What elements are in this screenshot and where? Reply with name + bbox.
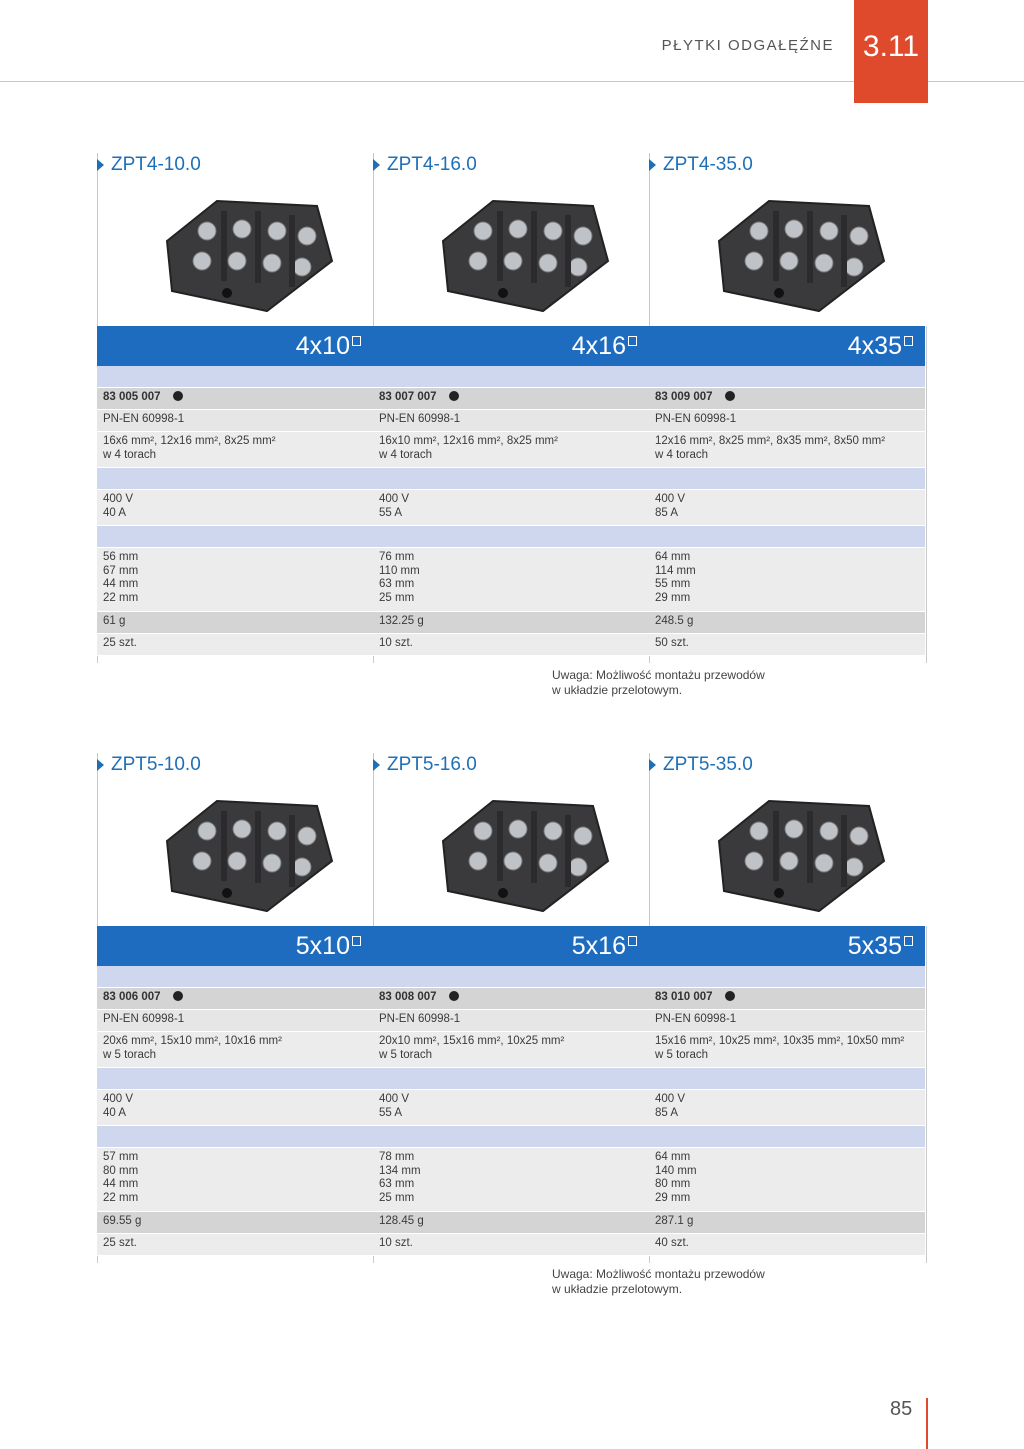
dimension-2: 114 mm	[655, 564, 696, 577]
voltage: 400 V	[379, 493, 410, 505]
dimension-2: 140 mm	[655, 1164, 697, 1177]
spec-dimensions-row	[373, 1148, 649, 1212]
size-label: 4x10	[295, 331, 350, 360]
dimension-3: 63 mm	[379, 578, 415, 590]
dimension-1: 64 mm	[655, 551, 691, 563]
dimension-4: 29 mm	[655, 591, 691, 604]
spec-table	[97, 966, 373, 1256]
spec-electrical-row	[373, 1090, 649, 1126]
note-group-1	[552, 668, 765, 698]
spec-pack-row	[97, 1234, 373, 1256]
section-number-badge	[854, 0, 928, 103]
standard: PN-EN 60998-1	[379, 413, 461, 425]
conductors: 15x16 mm², 10x25 mm², 10x35 mm², 10x50 mm²	[655, 1035, 905, 1047]
weight: 248.5 g	[655, 615, 694, 627]
spec-spacer	[373, 468, 649, 490]
spec-code-row	[649, 988, 925, 1010]
spec-spacer	[649, 526, 925, 548]
spec-spacer	[97, 526, 373, 548]
dimension-2: 67 mm	[103, 564, 139, 577]
spec-code-row	[97, 388, 373, 410]
spec-pack-row	[649, 1234, 925, 1256]
size-banner	[649, 926, 925, 966]
spec-electrical-row	[649, 490, 925, 526]
spec-table	[649, 366, 925, 656]
spec-dimensions-row	[649, 548, 925, 612]
dimension-2: 80 mm	[103, 1164, 139, 1177]
weight: 128.45 g	[379, 1215, 424, 1227]
weight: 132.25 g	[379, 615, 424, 627]
spec-dimensions-row	[97, 548, 373, 612]
spec-standard-row	[373, 1010, 649, 1032]
tracks: w 4 torach	[103, 448, 157, 461]
terminal-block-image	[423, 181, 613, 321]
pack-quantity: 25 szt.	[103, 637, 137, 649]
size-banner	[97, 926, 373, 966]
dimension-3: 44 mm	[103, 1178, 139, 1190]
size-label: 5x16	[571, 931, 626, 960]
product-code: 83 007 007	[379, 391, 437, 403]
spec-spacer	[373, 1068, 649, 1090]
availability-dot-icon	[173, 991, 183, 1001]
product-code: 83 005 007	[103, 391, 161, 403]
product-title	[373, 753, 477, 777]
spec-conductors-row	[373, 432, 649, 468]
dimension-4: 25 mm	[379, 1191, 415, 1204]
spec-spacer	[649, 966, 925, 988]
spec-conductors-row	[649, 1032, 925, 1068]
spec-dimensions-row	[97, 1148, 373, 1212]
current: 55 A	[379, 1106, 403, 1119]
size-banner	[373, 326, 649, 366]
spec-table	[649, 966, 925, 1256]
dimension-2: 134 mm	[379, 1164, 421, 1177]
product-name: ZPT5-16.0	[387, 754, 477, 775]
size-label: 5x10	[295, 931, 350, 960]
pack-quantity: 10 szt.	[379, 1237, 413, 1249]
spec-electrical-row	[97, 1090, 373, 1126]
spec-pack-row	[649, 634, 925, 656]
spec-conductors-row	[97, 432, 373, 468]
standard: PN-EN 60998-1	[655, 413, 737, 425]
standard: PN-EN 60998-1	[655, 1013, 737, 1025]
product-code: 83 006 007	[103, 991, 161, 1003]
spec-table	[373, 966, 649, 1256]
voltage: 400 V	[655, 1093, 686, 1105]
current: 40 A	[103, 506, 127, 519]
size-banner	[373, 926, 649, 966]
size-label: 4x35	[847, 331, 902, 360]
note-line-1: Uwaga: Możliwość montażu przewodów	[552, 668, 765, 682]
spec-code-row	[373, 388, 649, 410]
dimension-4: 29 mm	[655, 1191, 691, 1204]
dimension-3: 80 mm	[655, 1178, 691, 1190]
weight: 287.1 g	[655, 1215, 694, 1227]
pack-quantity: 50 szt.	[655, 637, 689, 649]
table-right-edge	[926, 926, 927, 1263]
size-label: 4x16	[571, 331, 626, 360]
product-code: 83 008 007	[379, 991, 437, 1003]
arrow-icon	[97, 759, 104, 771]
spec-standard-row	[373, 410, 649, 432]
note-group-2	[552, 1267, 765, 1297]
voltage: 400 V	[655, 493, 686, 505]
size-banner	[649, 326, 925, 366]
spec-spacer	[373, 526, 649, 548]
weight: 69.55 g	[103, 1215, 142, 1227]
dimension-1: 57 mm	[103, 1151, 139, 1163]
pack-quantity: 25 szt.	[103, 1237, 137, 1249]
square-mm-icon	[352, 936, 361, 946]
spec-conductors-row	[649, 432, 925, 468]
spec-electrical-row	[649, 1090, 925, 1126]
product-title	[649, 153, 753, 177]
spec-conductors-row	[373, 1032, 649, 1068]
arrow-icon	[649, 159, 656, 171]
product-title	[373, 153, 477, 177]
spec-table	[97, 366, 373, 656]
spec-standard-row	[97, 410, 373, 432]
voltage: 400 V	[103, 493, 134, 505]
arrow-icon	[373, 159, 380, 171]
square-mm-icon	[628, 936, 637, 946]
spec-weight-row	[649, 1212, 925, 1234]
conductors: 16x6 mm², 12x16 mm², 8x25 mm²	[103, 435, 276, 447]
standard: PN-EN 60998-1	[103, 413, 185, 425]
arrow-icon	[649, 759, 656, 771]
product-name: ZPT4-35.0	[663, 154, 753, 175]
conductors: 16x10 mm², 12x16 mm², 8x25 mm²	[379, 435, 558, 447]
size-label: 5x35	[847, 931, 902, 960]
conductors: 12x16 mm², 8x25 mm², 8x35 mm², 8x50 mm²	[655, 435, 886, 447]
current: 55 A	[379, 506, 403, 519]
spec-spacer	[649, 366, 925, 388]
spec-standard-row	[97, 1010, 373, 1032]
spec-code-row	[373, 988, 649, 1010]
spec-weight-row	[373, 612, 649, 634]
spec-dimensions-row	[373, 548, 649, 612]
pack-quantity: 40 szt.	[655, 1237, 689, 1249]
voltage: 400 V	[103, 1093, 134, 1105]
spec-weight-row	[373, 1212, 649, 1234]
spec-weight-row	[649, 612, 925, 634]
spec-spacer	[97, 366, 373, 388]
product-title	[97, 153, 201, 177]
spec-spacer	[97, 1068, 373, 1090]
note-line-2: w układzie przelotowym.	[552, 683, 683, 697]
spec-spacer	[649, 1126, 925, 1148]
dimension-4: 25 mm	[379, 591, 415, 604]
conductors: 20x6 mm², 15x10 mm², 10x16 mm²	[103, 1035, 282, 1047]
terminal-block-image	[699, 781, 889, 921]
square-mm-icon	[904, 936, 913, 946]
pack-quantity: 10 szt.	[379, 637, 413, 649]
note-line-1: Uwaga: Możliwość montażu przewodów	[552, 1267, 765, 1281]
voltage: 400 V	[379, 1093, 410, 1105]
terminal-block-image	[699, 181, 889, 321]
section-title: PŁYTKI ODGAŁĘŹNE	[661, 37, 834, 54]
dimension-3: 63 mm	[379, 1178, 415, 1190]
product-name: ZPT5-35.0	[663, 754, 753, 775]
dimension-3: 44 mm	[103, 578, 139, 590]
availability-dot-icon	[725, 991, 735, 1001]
terminal-block-image	[423, 781, 613, 921]
dimension-1: 64 mm	[655, 1151, 691, 1163]
spec-spacer	[649, 1068, 925, 1090]
spec-electrical-row	[97, 490, 373, 526]
dimension-3: 55 mm	[655, 578, 691, 590]
availability-dot-icon	[449, 391, 459, 401]
spec-pack-row	[373, 634, 649, 656]
spec-dimensions-row	[649, 1148, 925, 1212]
page-number: 85	[890, 1398, 913, 1420]
tracks: w 5 torach	[655, 1048, 709, 1061]
spec-spacer	[97, 1126, 373, 1148]
product-name: ZPT4-10.0	[111, 154, 201, 175]
arrow-icon	[373, 759, 380, 771]
spec-electrical-row	[373, 490, 649, 526]
size-banner	[97, 326, 373, 366]
product-code: 83 009 007	[655, 391, 713, 403]
spec-standard-row	[649, 1010, 925, 1032]
spec-pack-row	[373, 1234, 649, 1256]
spec-conductors-row	[97, 1032, 373, 1068]
current: 85 A	[655, 1106, 679, 1119]
dimension-1: 56 mm	[103, 551, 139, 563]
product-title	[97, 753, 201, 777]
spec-spacer	[649, 468, 925, 490]
section-number: 3.11	[862, 29, 920, 63]
product-title	[649, 753, 753, 777]
current: 40 A	[103, 1106, 127, 1119]
spec-weight-row	[97, 1212, 373, 1234]
dimension-1: 78 mm	[379, 1151, 415, 1163]
terminal-block-image	[147, 181, 337, 321]
tracks: w 4 torach	[379, 448, 433, 461]
standard: PN-EN 60998-1	[103, 1013, 185, 1025]
square-mm-icon	[352, 336, 361, 346]
spec-table	[373, 366, 649, 656]
arrow-icon	[97, 159, 104, 171]
product-name: ZPT4-16.0	[387, 154, 477, 175]
spec-spacer	[373, 966, 649, 988]
spec-spacer	[373, 366, 649, 388]
tracks: w 5 torach	[379, 1048, 433, 1061]
spec-spacer	[97, 468, 373, 490]
table-right-edge	[926, 326, 927, 663]
spec-standard-row	[649, 410, 925, 432]
standard: PN-EN 60998-1	[379, 1013, 461, 1025]
dimension-2: 110 mm	[379, 564, 420, 577]
availability-dot-icon	[725, 391, 735, 401]
terminal-block-image	[147, 781, 337, 921]
dimension-4: 22 mm	[103, 591, 139, 604]
product-code: 83 010 007	[655, 991, 713, 1003]
availability-dot-icon	[173, 391, 183, 401]
square-mm-icon	[904, 336, 913, 346]
spec-weight-row	[97, 612, 373, 634]
spec-pack-row	[97, 634, 373, 656]
conductors: 20x10 mm², 15x16 mm², 10x25 mm²	[379, 1035, 565, 1047]
current: 85 A	[655, 506, 679, 519]
tracks: w 4 torach	[655, 448, 709, 461]
tracks: w 5 torach	[103, 1048, 157, 1061]
dimension-4: 22 mm	[103, 1191, 139, 1204]
note-line-2: w układzie przelotowym.	[552, 1282, 683, 1296]
square-mm-icon	[628, 336, 637, 346]
spec-spacer	[373, 1126, 649, 1148]
weight: 61 g	[103, 615, 126, 627]
spec-code-row	[97, 988, 373, 1010]
spec-spacer	[97, 966, 373, 988]
page-number-bar	[926, 1398, 928, 1449]
product-name: ZPT5-10.0	[111, 754, 201, 775]
availability-dot-icon	[449, 991, 459, 1001]
dimension-1: 76 mm	[379, 551, 415, 563]
spec-code-row	[649, 388, 925, 410]
